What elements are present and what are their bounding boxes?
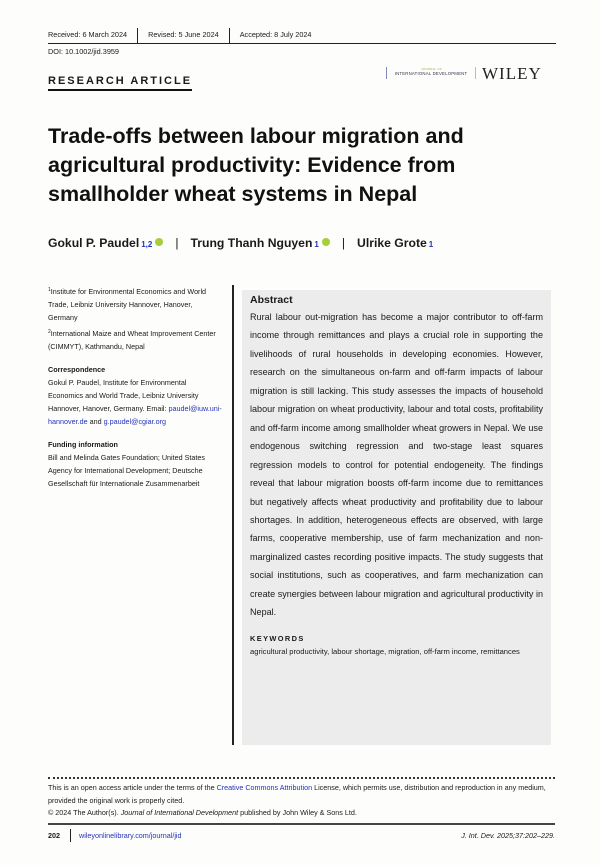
column-divider (232, 285, 234, 745)
author-separator: | (341, 236, 346, 250)
author-name[interactable]: Trung Thanh Nguyen (190, 236, 313, 250)
journal-name: Journal of International Development (120, 808, 239, 818)
author-name[interactable]: Gokul P. Paudel (48, 236, 140, 250)
revised-date: Revised: 5 June 2024 (137, 28, 229, 43)
affiliation: $^2$International Maize and Wheat Improvement Center (CIMMYT), Kathmandu, Nepal (48, 329, 216, 351)
email-link[interactable]: g.paudel@cgiar.org (103, 417, 167, 426)
footer-separator (70, 829, 71, 842)
footer-divider (48, 823, 555, 825)
abstract-box (242, 290, 551, 745)
submission-dates (48, 28, 556, 44)
orcid-icon[interactable] (155, 238, 163, 246)
article-title: Trade-offs between labour migration and agricultural productivity: Evidence from smallholder wheat systems in Nepal (48, 124, 464, 206)
author-name[interactable]: Ulrike Grote (357, 236, 427, 250)
affiliation: $^1$Institute for Environmental Economics and World Trade, Leibniz University Hannover, Hanover, Germany (48, 287, 207, 322)
doi[interactable]: DOI: 10.1002/jid.3959 (48, 47, 119, 56)
keywords-heading: KEYWORDS (250, 633, 305, 643)
abstract-text: Rural labour out-migration has become a major contributor to off-farm income through remittances and plays a crucial role in supporting the livelihoods of rural households in developing economies. However, research on the simultaneous on-farm and off-farm impacts of labour migration is still lacking. This study assesses the impacts of household labour migration on wheat productivity, labour and total costs, profitability and off-farm income among smallholder wheat growers in Nepal. We use endogenous switching regression and two-stage least squares regression models to control for potential endogeneity. The findings reveal that labour migration boosts off-farm income due to remittances but negatively affects wheat productivity and profitability due to labour shortages. In addition, heterogeneous effects are observed, with large farms, cooperative membership, use of farm mechanization and non-marginalized castes recording positive impacts. The study suggests that social institutions, such as cooperatives, and farm mechanization can create synergies between labour migration and agricultural productivity in Nepal. (250, 312, 543, 618)
page-number: 202 (48, 831, 60, 840)
license-link[interactable]: Creative Commons Attribution (216, 783, 313, 792)
correspondence-text: Gokul P. Paudel, Institute for Environmental Economics and World Trade, Leibniz University Hannover, Hanover, Germany. Email: paudel@iuw.uni-hannover.de and g.paudel@cgiar.org (48, 378, 222, 426)
accepted-date: Accepted: 8 July 2024 (229, 28, 322, 43)
funding-heading: Funding information (48, 440, 118, 449)
publisher-logo: WILEY (482, 64, 542, 83)
dotted-divider (48, 777, 555, 779)
correspondence-heading: Correspondence (48, 365, 106, 374)
license-notice: This is an open access article under the terms of the Creative Commons Attribution License, which permits use, distribution and reproduction in any medium, provided the original work is properly cited. © 2024 The Author(s). Journal of International Development published by John Wiley & Sons Ltd. (48, 783, 546, 818)
journal-logo-text: INTERNATIONAL DEVELOPMENT (394, 70, 468, 76)
journal-logo (386, 67, 476, 79)
email-link[interactable]: paudel@iuw.uni-hannover.de (48, 404, 222, 426)
author-separator: | (175, 236, 179, 250)
orcid-icon[interactable] (322, 238, 330, 246)
citation: J. Int. Dev. 2025;37:202–229. (461, 831, 555, 840)
received-date: Received: 6 March 2024 (48, 30, 128, 39)
correspondence (48, 363, 223, 428)
abstract-heading: Abstract (250, 294, 293, 306)
page-footer (48, 829, 555, 842)
author-list: Gokul P. Paudel 1,2 | Trung Thanh Nguyen 1 | Ulrike Grote 1 (48, 236, 434, 250)
article-type: RESEARCH ARTICLE (48, 75, 192, 91)
journal-logo-prefix: JOURNAL OF (421, 67, 442, 71)
funding (48, 438, 223, 490)
funding-text: Bill and Melinda Gates Foundation; United States Agency for International Development; Deutsche Gesellschaft für Internationale Zusammenarbeit (48, 453, 206, 488)
keywords: agricultural productivity, labour shortage, migration, off-farm income, remittances (250, 646, 520, 656)
article-sidebar (48, 285, 223, 490)
journal-url-link[interactable]: wileyonlinelibrary.com/journal/jid (79, 831, 182, 840)
